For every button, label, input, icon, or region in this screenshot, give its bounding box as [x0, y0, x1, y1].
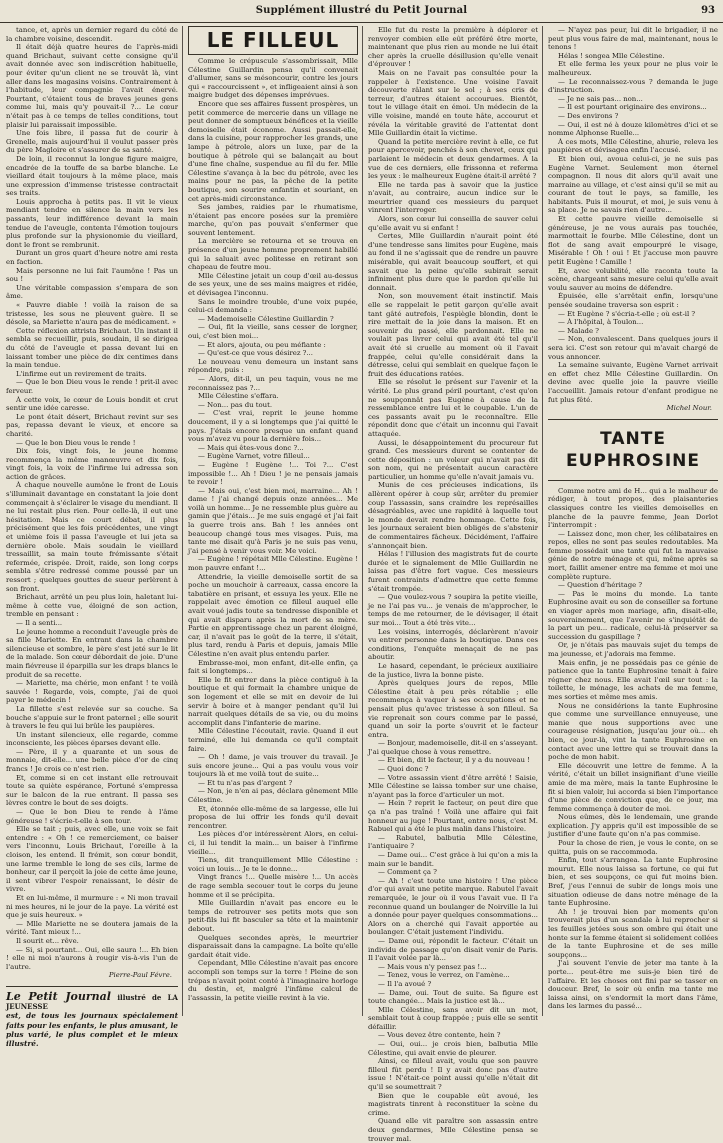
article-paragraph: — Mais qui êtes-vous donc ?... — [198, 443, 304, 452]
article-paragraph: — Malade ? — [558, 326, 599, 335]
article-paragraph: Elle le fit entrer dans la pièce contiguë à la boutique et qui formait la chambre unique de son logement et elle se mit en devoir de lui servir à boire et à manger pendant qu'il lui narrait quelques détails de sa vie, ou du moins accomplit dans l'infanterie de marine. — [188, 675, 358, 727]
article-paragraph: — À l'hôpital, à Toulon... — [558, 318, 644, 327]
article-paragraph: — Dame oui... C'est grâce à lui qu'on a mis la main sur le bandit. — [368, 851, 538, 868]
article-paragraph: — Et tu n'as pas d'argent ? — [198, 778, 293, 787]
column-2 — [188, 26, 358, 1016]
article-paragraph: Comme le crépuscule s'assombrissait, Mlle Célestine Guillardin pensa qu'il convenait d'allumer, sans se mésoncourir, contre les jours qui « raccourcissent », et infligeaient ainsi à son maigre budget des dépenses imprévues. — [188, 57, 358, 100]
story-title: LE FILLEUL — [188, 26, 358, 55]
article-paragraph: Le jeune homme a reconduit l'aveugle près de sa fille Mariette. En entrant dans la chambre silencieuse et sombre, le père s'est jeté sur le lit de la malade. Son cœur débordait de joie. D'une main fiévreuse il éparpilla sur les draps blancs le produit de sa recette. — [6, 627, 178, 679]
article-paragraph: Dix fois, vingt fois, le jeune homme recommença la même manœuvre et dix fois, vingt fois, la voix de l'infirme lui adressa son action de grâces. — [6, 447, 178, 481]
article-paragraph: Hélas ! songea Mlle Célestine. — [558, 51, 665, 60]
article-paragraph: Elle se tait ; puis, avec elle, une voix se fait entendre : « Oh ! ce remerciement, ce baiser vers l'inconnu, Louis Brichaut, l'oreille à la cloison, les entend. Il frémit, son cœur bondit, une larme tremble le long de ses cils, larme de bonheur, car il perçoit la joie de cette âme jeune, il sent vibrer l'espoir renaissant, le désir de vivre. — [6, 825, 178, 894]
article-paragraph: — Qu'est-ce que vous désirez ?... — [198, 349, 313, 358]
ad-brand: Le Petit Journal — [6, 989, 111, 1003]
article-paragraph: Et bien oui, avoua celui-ci, je ne suis pas Eugène Varnet. Seulement mon éternel compagnon. Il nous dit alors qu'il avait une marraine au village, et c'est ainsi qu'il se mit au courant de tout le pays, sa famille, les habitants. Puis il mourut, et moi, je suis venu à sa place. Je ne savais rien d'autre... — [548, 154, 718, 215]
article-paragraph: Un instant silencieux, elle regarde, comme inconsciente, les pièces éparses devant elle. — [6, 730, 178, 748]
article-paragraph: — Rabutel, balbutia Mlle Célestine, l'antiquaire ? — [368, 833, 538, 851]
article-paragraph: — Il a senti... — [16, 618, 63, 627]
article-paragraph: — Mademoiselle Célestine Guillardin ? — [198, 314, 334, 323]
article-paragraph: Alors, son cœur lui conseilla de sauver celui qu'elle avait vu si enfant ! — [368, 215, 538, 232]
article-paragraph: — Que le bon Dieu te rende à l'âme généreuse ! s'écrie-t-elle à son tour. — [6, 808, 178, 825]
article-paragraph: Mais personne ne lui fait l'aumône ! Pas un sou ! — [6, 266, 178, 284]
article-paragraph: — Et bien, dit le facteur, il y a du nouveau ! — [378, 756, 530, 765]
article-paragraph: Elle se résolut le présent sur l'avenir et la vérité. Le plus grand péril pourtant, c'est qu'on ne soupçonnât pas Eugène à cause de la ressemblance entre lui et le coupable. L'un de ces passants avait pu le reconnaître. Elle répondit donc que c'était un inconnu qui l'avait attaquée. — [368, 378, 538, 438]
article-paragraph: Mais enfin, je ne possédais pas ce génie de patience que la tante Euphrosine tenait à faire régner chez nous. Elle avait l'œil sur tout : la toilette, le ménage, les achats de ma femme, mes sorties et même mes amis. — [548, 658, 718, 701]
article-paragraph: — Ah ! c'est toute une histoire ! Une pièce d'or qui avait une petite marque. Rabutel l'avait remarquée, le jour où il vous l'avait vue. Il l'a reconnue quand un boulanger de Noirville la lui a donnée pour payer quelques consommations... Alors on a cherché qui l'avait apportée au boulanger. C'était justement l'individu. — [368, 876, 538, 937]
article-paragraph: Cette réflexion attrista Brichaut. Un instant il sembla se recueillir, puis, soudain, il se dirigea du côté de l'aveugle et passa devant lui en laissant tomber une pièce de dix centimes dans la main tendue. — [6, 326, 178, 370]
author-signature: Pierre-Paul Févre. — [108, 971, 172, 980]
article-paragraph: — Le reconnaissez-vous ? demanda le juge d'instruction. — [548, 77, 718, 95]
article-paragraph: — Il est pourtant originaire des environs... — [558, 103, 707, 112]
article-paragraph: Vingt francs !... Quelle misère !... Un accès de rage sembla secouer tout le corps du jeune homme et il se précipita. — [188, 873, 358, 899]
article-paragraph: — Tenez, vous le verrez, on l'amène... — [378, 971, 510, 980]
article-paragraph: Mlle Célestine jetait un coup d'œil au-dessus de ses yeux, une de ses mains maigres et ridée, et dévisagea l'inconnu. — [188, 271, 358, 298]
article-paragraph: — Et alors, ajouta, ou peu méfiante : — [198, 340, 326, 349]
article-paragraph: Nous ne considérions la tante Euphrosine que comme une surveillance ennuyeuse, une manie que nous supportions avec une courageuse résignation, jusqu'au jour où... eh bien, ce jour-là, vint la tante Euphrosine en contact avec une lettre qui se trouvait dans la poche de mon habit. — [548, 701, 718, 762]
article-paragraph: — Laissez donc, mon cher, les célibataires en repos, elles ne sont pas seules redoutables. Ma femme possédait une tante qui fut la mauvaise génie de notre ménage et qui, même après sa mort, faillit amener entre ma femme et moi une complète rupture. — [548, 529, 718, 581]
article-paragraph: — Alors, dit-il, un peu taquin, vous ne me reconnaissez pas ?... — [188, 374, 358, 392]
article-paragraph: Comme notre ami de H... qui a le malheur de rédiger, à tout propos, des plaisanteries classiques contre les vieilles demoiselles en planche de la pauvre femme, Jean Dorlot l'interrompit : — [548, 486, 718, 530]
article-paragraph: Nous eûmes, dès le lendemain, une grande explication. J'y appris qu'il est impossible de se justifier d'une faute qu'on n'a pas commise. — [548, 813, 718, 839]
article-paragraph: Les voisins, interrogés, déclarèrent n'avoir vu entrer personne dans la boutique. Dans ces conditions, l'enquête menaçait de ne pas aboutir. — [368, 627, 538, 662]
author-signature: Michel Nour. — [666, 404, 712, 413]
article-paragraph: Embrasse-moi, mon enfant, dit-elle enfin, ça fait si longtemps... — [188, 658, 358, 676]
article-paragraph: À chaque nouvelle aumône le front de Louis s'illuminait davantage en constatant la joie dont commençait à s'éclairer le visage du mendiant. Il ne lui restait plus rien. Pour celle-là, il eut une hésitation. Mais ce court débat, il plus précisément que les fois précédentes, une vingt et unième fois il passa l'aveugle et lui jeta sa dernière obole. Mais soudain le vieillard tressaillit, sa main toute frémissante s'était refermée, crispée. Droit, raide, son long corps sembla s'être redressé comme poussé par un ressort ; quelques gouttes de sueur perlèrent à son front. — [6, 481, 178, 593]
article-paragraph: Or, je n'étais pas mauvais sujet du temps de ma jeunesse, et j'adorais ma femme. — [548, 641, 718, 658]
article-paragraph: Mlle Célestine s'effara. — [198, 392, 279, 401]
page-header — [0, 0, 723, 23]
article-paragraph: L'infirme eut un revirement de traits. — [16, 369, 147, 378]
column-4 — [548, 26, 718, 1016]
article-paragraph: Quand elle vit paraître son assassin entre deux gendarmes, Mlle Célestine pensa se trouver mal. — [368, 1117, 538, 1143]
article-paragraph: — Hein ? reprit le facteur, on peut dire que ça n'a pas traîné ! Voilà une affaire qui fait honneur au juge ! Pourtant, entre nous, c'est M. Rabuel qui a été le plus malin dans l'histoire. — [368, 799, 538, 834]
article-paragraph: Et, comme si en cet instant elle retrouvait toute sa quiète espérance, Fortuné s'empressa sur le balcon de la rue entrant. Il passa ses lèvres contre le bout de ses doigts. — [6, 773, 178, 808]
article-paragraph: — Quoi donc ? — [378, 765, 429, 774]
article-paragraph: — Des environs ? — [558, 111, 619, 120]
article-paragraph: — Et Eugène ? s'écria-t-elle ; où est-il ? — [558, 309, 696, 318]
article-paragraph: Et en lui-même, il murmure : « Ni mon travail ni mes heures, ni le jour de la paye. La vérité est que je suis heureux. » — [6, 893, 178, 920]
article-paragraph: À cette voix, le cœur de Louis bondit et crut sentir une idée caresse. — [6, 395, 178, 413]
article-paragraph: Une fois libre, il passa fut de courir à Grenelle, mais aujourd'hui il voulut passer près du père Magloire et s'assurer de sa santé. — [6, 129, 178, 155]
article-paragraph: Aussi, le désappointement du procureur fut grand. Ces messieurs durent se contenter de cette déposition : un voleur qui n'avait pas dit son nom, qui ne présentait aucun caractère particulier, un homme qu'elle n'avait jamais vu. — [368, 438, 538, 481]
article-paragraph: Ainsi, ce filleul avait, voulu que son pauvre filleul fût perdu ! Il y avait donc pas d'autre issue ! N'était-ce point aussi qu'elle n'était dit qu'il se soumettrait ? — [368, 1057, 538, 1092]
article-paragraph: — Mariette, ma chérie, mon enfant ! te voilà sauvée ! Regarde, vois, compte, j'ai de quoi payer le médecin ! — [6, 679, 178, 705]
article-paragraph: — Oui, fit la vieille, sans cesser de lorgner, oui, c'est bien moi... — [188, 323, 358, 340]
article-paragraph: — Il l'a avoué ? — [378, 979, 432, 988]
article-paragraph: — Que le bon Dieu vous le rende ! — [16, 438, 136, 447]
ad-brand-suffix: illustré de LA JEUNESSE — [6, 992, 178, 1012]
article-paragraph: — Dame, oui. Tout de suite. Sa figure est toute changée... Mais la justice est là... — [368, 988, 538, 1006]
article-paragraph: Durant un gros quart d'heure notre ami resta en faction. — [6, 249, 178, 267]
article-paragraph: — Eugène ! répétait Mlle Célestine. Eugène ! mon pauvre enfant !... — [188, 555, 358, 573]
advertisement — [6, 986, 178, 1048]
article-paragraph: — Si, si pourtant... Oui, elle saura !... Eh bien ! elle ni moi n'aurons à rougir vis-à-vis l'un de l'autre. — [6, 945, 178, 971]
article-paragraph: Tiens, dit tranquillement Mlle Célestine : voici un louis... Je te le donne... — [188, 856, 358, 873]
article-paragraph: Pour la chose de rien, je vous le conte, on se quitta, puis on se raccommoda. — [548, 839, 718, 856]
ad-text: est, de tous les journaux spécialement faits pour les enfants, le plus amusant, le plus varié, le plus complet et le mieux illustré. — [6, 1011, 178, 1048]
article-paragraph: Elle fut du reste la première à déplorer et renvoyer combien elle eût préféré être morte, maintenant que plus rien au monde ne lui était cher après la cruelle désillusion qu'elle venait d'éprouver ! — [368, 26, 538, 69]
article-paragraph: — Vous devez être contente, hein ? — [378, 1031, 501, 1040]
article-paragraph: Les pièces d'or intéressèrent Alors, en celui-ci, il lui tendit la main... un baiser à l'infirme vieille... — [188, 830, 358, 856]
article-paragraph: J'ai souvent l'envie de jeter ma tante à la porte... peut-être me suis-je bien tiré de l'affaire. Et les choses ont fini par se tasser en douceur. Bref, le soir où enfin ma tante me laissa ainsi, on s'endormit la mort dans l'âme, dans les larmes du passé... — [548, 959, 718, 1011]
article-paragraph: Ah ! je trouvai bien par moments qu'on trouverait plus d'un scandale à lui reprocher si les feuilles jetées sous son ombre qui était une honte sur la femme étaient si solidement collées de la tante Euphrosine et de ses mille soupçons... — [548, 907, 718, 959]
article-paragraph: — Dame oui, répondit le facteur. C'était un individu de passage qu'on disait venir de Paris. Il l'avait volée par là... — [368, 936, 538, 963]
column-divider — [182, 26, 183, 1016]
article-paragraph: — Bonjour, mademoiselle, dit-il en s'asseyant. J'ai quelque chose à vous remettre. — [368, 739, 538, 756]
article-paragraph: Mlle Guillardin n'avait pas encore eu le temps de retrouver ses petits mots que son petit-fils lui fit basculer sa tête et la maintenir debout. — [188, 899, 358, 933]
article-paragraph: Une véritable compassion s'empara de son âme. — [6, 283, 178, 301]
article-paragraph: — Question d'héritage ? — [558, 581, 643, 590]
article-paragraph: — Que le bon Dieu vous le rende ! prit-il avec ferveur. — [6, 378, 178, 395]
column-divider — [362, 26, 363, 1016]
article-paragraph: Le hasard, cependant, le précieux auxiliaire de la justice, livra la bonne piste. — [368, 661, 538, 679]
article-paragraph: Non, son mouvement était instinctif. Mais elle se rappelait le petit garçon qu'elle avait tant gâté autrefois, l'espiègle blondin, dont le rire mettait de la joie dans la maison. Et en souvenir du passé, elle pardonnait. Elle ne voulait pas livrer celui qui avait été tel qu'il avait été si cruelle au moment où il l'avait frappée, celui qu'elle considérait dans la détresse, celui qui semblait en quelque façon le fruit des éducations ratées. — [368, 292, 538, 378]
article-paragraph: Elle ne tarda pas à savoir que la justice n'avait, au contraire, aucun indice sur le meurtrier quand ces messieurs du parquet vinrent l'interroger. — [368, 180, 538, 215]
article-paragraph: Mlle Célestine, sans avoir dit un mot, semblait tout à coup frappée ; puis elle se sentit défaillir. — [368, 1005, 538, 1031]
article-paragraph: — Pas le moins du monde. La tante Euphrosine avait eu son de conseiller sa fortune en viager après mon mariage, afin, disait-elle, souverainement, que l'avenir ne s'inquiétât de la part un peu... radicale, celui-là préserver sa succession du gaspillage ? — [548, 589, 718, 641]
article-paragraph: — Eugène ! Eugène !... Toi ?... C'est impossible !... Ah ! Dieu ! je ne pensais jamais te revoir ! — [188, 460, 358, 487]
article-paragraph: Elle découvrit une lettre de femme. À la vérité, c'était un billet insignifiant d'une vieille amie de ma mère, mais la tante Euphrosine le fit si bien valoir, lui accorda si bien l'importance d'une pièce de conviction que, de ce jour, ma femme commença à douter de moi. — [548, 761, 718, 813]
article-paragraph: Mais on ne l'avait pas consultée pour la rappeler à l'existence. Une voisine l'avait découverte râlant sur le sol ; à ses cris de terreur, d'autres étaient accourues. Bientôt, tout le village était en émoi. Un médecin de la ville voisine, mandé en toute hâte, accourut et révéla la véritable gravité de l'attentat dont Mlle Guillardin était la victime. — [368, 68, 538, 138]
article-paragraph: — Non, je n'en ai pas, déclara gênement Mlle Célestine. — [188, 787, 358, 805]
article-paragraph: — Oui, il est né à douze kilomètres d'ici et se nomme Alphonse Ruelle... — [548, 120, 718, 138]
article-paragraph: Certes, Mlle Guillardin n'aurait point été d'une tendresse sans limites pour Eugène, mais au fond il ne s'agissait que de rendre un pauvre misérable, qui avait beaucoup souffert, et qui savait que la peine qu'elle subirait serait infiniment plus dure que le pardon qu'elle lui donnait. — [368, 232, 538, 292]
article-paragraph: De loin, il reconnut la longue figure maigre, encadrée de la touffe de sa barbe blanche. Le vieillard était toujours à la même place, mais une expression d'immense tristesse contractait ses traits. — [6, 154, 178, 198]
column-1 — [6, 26, 178, 1048]
article-paragraph: — Que voulez-vous ? soupira la petite vieille, je ne l'ai pas vu... je venais de m'approcher, le temps de me retourner, de le dévisager, il était sur moi... Tout a été très vite... — [368, 593, 538, 627]
article-paragraph: — Comment ça ? — [378, 868, 437, 877]
article-paragraph: Et, avec volubilité, elle raconta toute la scène, chargeant sans mesure celui qu'elle avait voulu sauver au moins de défendre. — [548, 266, 718, 292]
article-paragraph: — Oui, oui... je crois bien, balbutia Mlle Célestine, qui avait envie de pleurer. — [368, 1040, 538, 1057]
supplement-title: Supplément illustré du Petit Journal — [255, 5, 468, 16]
article-paragraph: — Non, convalescent. Dans quelques jours il sera ici. C'est son retour qui m'avait chargé de vous annoncer. — [548, 335, 718, 361]
page-number: 93 — [701, 5, 715, 16]
article-paragraph: Et elle ferma les yeux pour ne plus voir le malheureux. — [548, 60, 718, 77]
article-paragraph: — N'ayez pas peur, lui dit le brigadier, il ne peut plus vous faire de mal, maintenant, nous le tenons ! — [548, 26, 718, 52]
article-paragraph: — Mlle Mariette ne se doutera jamais de la vérité. Tant mieux !... — [6, 919, 178, 937]
article-paragraph: Et, étonnée elle-même de sa largesse, elle lui proposa de lui offrir les fonds qu'il devait rencontrer. — [188, 804, 358, 830]
article-paragraph: Le pont était désert, Brichaut revint sur ses pas, repassa devant le vieux, et encore sa charité. — [6, 412, 178, 438]
article-paragraph: Ses jambes, raidies par le rhumatisme, n'étaient pas encore posées sur la première marche, qu'on pas pouvait s'enfermer que souvent lentement. — [188, 203, 358, 237]
article-paragraph: Et cette pauvre vieille demoiselle si généreuse, je ne vous aurais pas touchée, marmottait le fourbe. Mlle Célestine, dont un flot de sang avait empourpré le visage, Misérable ! Oh ! oui ! Et j'accuse mon pauvre petit Eugène ! Camille ! — [548, 215, 718, 267]
article-paragraph: Il était déjà quatre heures de l'après-midi quand Brichaut, suivant cette consigne qu'il avait donnée avec son indiscrétion habituelle, pour éviter qu'un client ne se trouvât là, vint aller dans les magasins voisins. Contrairement à l'habitude, leur compagnie l'avait énervé. Pourtant, c'étaient tous de braves jeunes gens comme lui, mais qu'y pouvait-il ?... Le cœur n'était pas à ce temps de telles conditions, tout plaisir lui paraissait impossible. — [6, 43, 178, 129]
article-paragraph: À ces mots, Mlle Célestine, ahurie, releva les paupières et dévisagea enfin l'accusé. — [548, 137, 718, 155]
article-paragraph: Attendrie, la vieille demoiselle sortit de sa poche un mouchoir à carreaux, cassa encore la tabatière en prisant, et essuya les yeux. Elle ne rappelait avec émotion ce filleul auquel elle avait voué jadis toute sa tendresse disponible et qui avait disparu après la mort de sa mère. Partie en apprentissage chez un parent éloigné, car, il n'avait pas le goût de la terre, il s'était, plus tard, rendu à Paris et depuis, jamais Mlle Célestine n'en avait plus entendu parler. — [188, 572, 358, 658]
article-paragraph: Encore que ses affaires fussent prospères, un petit commerce de mercerie dans un village ne peut donner de somptueux bénéfices et la vieille demoiselle était économe. Aussi passait-elle, dans la cuisine, pour rapprocher les grands, une lampe à pétrole, alors un luxe, par de la boutique à pétrole qui se balançait au bout d'une fine chaîne, suspendue au fil du fer. Mlle Célestine s'avança à la bec du pétrole, avec les mains pour ne pas, la pêche de la petite boutique, son sourire enfantin et souriant, en cet après-midi circonstance. — [188, 99, 358, 203]
article-paragraph: La semaine suivante, Eugène Varnet arrivait en effet chez Mlle Célestine Guillardin. On devine avec quelle joie la pauvre vieille l'accueillit. Jamais retour d'enfant prodigue ne fut plus fêté. — [548, 361, 718, 404]
article-paragraph: La fillette s'est relevée sur sa couche. Sa bouche s'appuie sur le front paternel ; elle sourit à travers le feu qui lui brûle les paupières. — [6, 704, 178, 731]
article-paragraph: Mlle Célestine l'écoutait, ravie. Quand il eut terminé, elle lui demanda ce qu'il comptait faire. — [188, 727, 358, 753]
column-3 — [368, 26, 538, 1143]
article-paragraph: — Votre assassin vient d'être arrêté ! Saisie, Mlle Célestine se laissa tomber sur une chaise, n'ayant pas la force d'articuler un mot. — [368, 773, 538, 799]
article-paragraph: Quand la petite mercière revint à elle, ce fut pour apercevoir, penchés à son chevet, ceux qui parlaient le médecin et deux gendarmes. À la vue de ces derniers, elle frissonna et referma les yeux : le malheureux Eugène était-il arrêté ? — [368, 137, 538, 181]
article-paragraph: Quelques secondes après, le meurtrier disparaissait dans la campagne. La boîte qu'elle gardait était vide. — [188, 933, 358, 959]
article-paragraph: — Eugène Varnet, votre filleul... — [198, 452, 310, 461]
article-paragraph: — Oh ! dame, je vais trouver du travail. Je suis encore jeune... Qui a pas voulu vous voir toujours là et me voilà tout de suite... — [188, 753, 358, 779]
article-paragraph: — C'est vrai, reprit le jeune homme doucement, il y a si longtemps que j'ai quitté le pays. J'étais encore presque un enfant quand vous m'avez vu pour la dernière fois... — [188, 409, 358, 444]
article-paragraph: Sans le moindre trouble, d'une voix pupée, celui-ci demanda : — [188, 297, 358, 315]
article-paragraph: Bien que le coupable eût avoué, les magistrats tinrent à reconstituer la scène du crime. — [368, 1091, 538, 1117]
article-paragraph: Il sourit et... rêve. — [16, 936, 79, 945]
article-paragraph: — Je ne sais pas... non... — [558, 94, 643, 103]
column-divider — [542, 26, 543, 1016]
article-paragraph: La mercière se retourna et se trouva en présence d'un jeune homme proprement habillé qui la saluait avec politesse en retirant son chapeau de feutre mou. — [188, 237, 358, 272]
article-paragraph: Munis de ces précieuses indications, ils allèrent opérer à coup sûr, arrêter du premier coup l'assassin, sans craindre les représailles désagréables, avec une rapidité à laquelle tout le monde devait rendre hommage. Cette fois, les journaux seraient bien obligés de s'abstenir de commentaires fâcheux. Décidément, l'affaire s'annonçait bien. — [368, 481, 538, 550]
article-paragraph: « Pauvre diable ! voilà la raison de sa tristesse, les sous ne pleuvent guère. Il se désole, sa Mariette n'aura pas de médicament. » — [6, 301, 178, 327]
article-paragraph: Cependant, Mlle Célestine n'avait pas encore accompli son temps sur la terre ! Pleine de son trépas n'avait point conté à l'imaginaire horloge du destin, et, malgré l'infâme calcul de l'assassin, la petite vieille revint à la vie. — [188, 959, 358, 1002]
article-paragraph: Brichaut, arrêté un peu plus loin, haletant lui-même à cette vue, éloigné de son action, tremble en pensant : — [6, 593, 178, 619]
article-paragraph: Hélas ! l'illusion des magistrats fut de courte durée et le signalement de Mlle Guillardin ne laissa pas d'être fort vague. Ces messieurs furent contraints d'admettre que cette femme s'était trompée. — [368, 550, 538, 593]
article-paragraph: Après quelques jours de repos, Mlle Célestine était à peu près rétablie ; elle recommença à vaquer à ses occupations et ne pensait plus qu'avec tristesse à son filleul. Sa vie reprenait son cours comme par le passé, quand un soir la porte s'ouvrit et le facteur entra. — [368, 679, 538, 739]
story-title: TANTE EUPHROSINE — [548, 419, 718, 481]
article-paragraph: tance, et, après un dernier regard du côté de la chambre voisine, descendit. — [6, 26, 178, 43]
article-paragraph: — Non... pas du tout. — [198, 400, 273, 409]
article-paragraph: Louis approcha à petits pas. Il vit le vieux mendiant tendre en silence la main vers les passants, leur indifférence devant la main tendue de l'aveugle, contenta l'émotion toujours plus profonde sur la physionomie du vieillard, dont le front se rembrunit. — [6, 197, 178, 249]
article-paragraph: Enfin, tout s'arrangea. La tante Euphrosine mourut. Elle nous laissa sa fortune, ce qui fut bien, et ses soupçons, ce qui fut moins bien. Bref, j'eus l'ennui de subir de longs mois une situation odieuse de dans notre ménage de la tante Euphrosine. — [548, 856, 718, 908]
article-paragraph: — Père, il y a quarante et un sous de monnaie, dit-elle... une belle pièce d'or de cinq francs ! Je crois ce n'est rien. — [6, 747, 178, 774]
article-paragraph: Épuisée, elle s'arrêtait enfin, lorsqu'une pensée soudaine traversa son esprit : — [548, 292, 718, 309]
article-paragraph: — Mais vous n'y pensez pas !... — [378, 962, 487, 971]
article-paragraph: — Mais oui, c'est bien moi, marraine... Ah ! dame ! j'ai changé depuis onze années... Me voilà un homme... Je ne ressemble plus guère au gamin que j'étais... Je me suis engagé et j'ai fait la guerre trois ans. Bah ! les années ont beaucoup changé tous mes visages. Puis, ma tante me disait qu'à Paris je ne suis pas venu, j'ai pensé à venir vous voir. Me voici. — [188, 486, 358, 555]
article-paragraph: Le nouveau venu demeura un instant sans répondre, puis : — [188, 357, 358, 375]
